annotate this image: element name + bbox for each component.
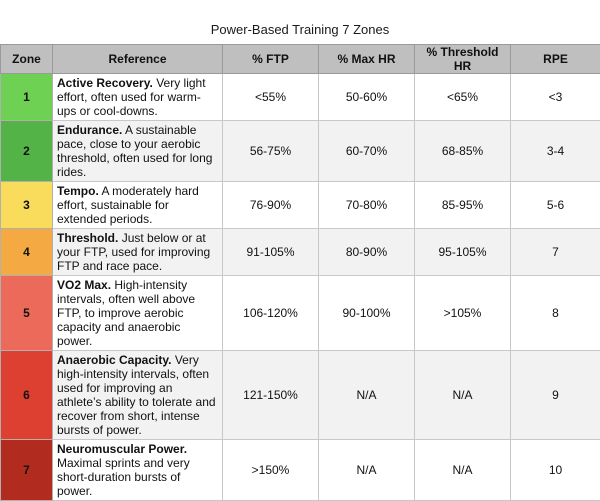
zone-number: 4 [1, 229, 53, 276]
table-body [1, 74, 600, 501]
column-header-rpe: RPE [511, 45, 600, 74]
column-header-threshold-hr: % Threshold HR [415, 45, 511, 74]
max-hr-value: 60-70% [319, 121, 415, 182]
zone-reference [53, 440, 223, 501]
max-hr-value: 50-60% [319, 74, 415, 121]
threshold-hr-value: <65% [415, 74, 511, 121]
ftp-value: 121-150% [223, 351, 319, 440]
rpe-value: 9 [511, 351, 600, 440]
threshold-hr-value: 68-85% [415, 121, 511, 182]
rpe-value: 8 [511, 276, 600, 351]
column-header-max-hr: % Max HR [319, 45, 415, 74]
zone-reference [53, 276, 223, 351]
threshold-hr-value: N/A [415, 440, 511, 501]
zones-table [0, 44, 600, 501]
table-row [1, 121, 600, 182]
zone-reference-title: Tempo. [57, 184, 99, 198]
max-hr-value: N/A [319, 440, 415, 501]
table-row [1, 229, 600, 276]
max-hr-value: 90-100% [319, 276, 415, 351]
zone-reference-description: Just below or at your FTP, used for improving FTP and race pace. [57, 231, 210, 273]
ftp-value: >150% [223, 440, 319, 501]
threshold-hr-value: N/A [415, 351, 511, 440]
column-header-reference: Reference [53, 45, 223, 74]
threshold-hr-value: 85-95% [415, 182, 511, 229]
zone-reference-description: Very high-intensity intervals, often used for improving an athlete’s ability to tolerate and recover from short, intense bursts of power. [57, 353, 216, 437]
zone-reference-description: High-intensity intervals, often well above FTP, to improve aerobic capacity and anaerobic power. [57, 278, 195, 348]
zone-reference-description: A sustainable pace, close to your aerobic threshold, often used for long rides. [57, 123, 212, 179]
ftp-value: 106-120% [223, 276, 319, 351]
ftp-value: 76-90% [223, 182, 319, 229]
threshold-hr-value: >105% [415, 276, 511, 351]
column-header-ftp: % FTP [223, 45, 319, 74]
zone-number: 7 [1, 440, 53, 501]
zone-reference [53, 182, 223, 229]
page-title: Power-Based Training 7 Zones [0, 22, 600, 37]
zone-reference-title: Neuromuscular Power. [57, 442, 187, 456]
zone-number: 5 [1, 276, 53, 351]
max-hr-value: 80-90% [319, 229, 415, 276]
ftp-value: 56-75% [223, 121, 319, 182]
zone-reference-description: Maximal sprints and very short-duration bursts of power. [57, 456, 190, 498]
zone-reference-title: Active Recovery. [57, 76, 153, 90]
zone-number: 3 [1, 182, 53, 229]
ftp-value: 91-105% [223, 229, 319, 276]
column-header-zone: Zone [1, 45, 53, 74]
zone-reference [53, 74, 223, 121]
table-header-row [1, 45, 600, 74]
table-row [1, 440, 600, 501]
ftp-value: <55% [223, 74, 319, 121]
zone-reference-title: Endurance. [57, 123, 122, 137]
zone-reference-description: Very light effort, often used for warm-ups or cool-downs. [57, 76, 206, 118]
zone-number: 6 [1, 351, 53, 440]
table-row [1, 74, 600, 121]
zone-reference-title: Threshold. [57, 231, 118, 245]
rpe-value: 7 [511, 229, 600, 276]
zone-reference [53, 351, 223, 440]
zone-reference-title: Anaerobic Capacity. [57, 353, 171, 367]
zone-number: 2 [1, 121, 53, 182]
rpe-value: 3-4 [511, 121, 600, 182]
zone-reference [53, 229, 223, 276]
max-hr-value: 70-80% [319, 182, 415, 229]
table-row [1, 351, 600, 440]
table-row [1, 276, 600, 351]
zone-number: 1 [1, 74, 53, 121]
rpe-value: 5-6 [511, 182, 600, 229]
rpe-value: <3 [511, 74, 600, 121]
threshold-hr-value: 95-105% [415, 229, 511, 276]
max-hr-value: N/A [319, 351, 415, 440]
zone-reference-description: A moderately hard effort, sustainable for extended periods. [57, 184, 199, 226]
zone-reference-title: VO2 Max. [57, 278, 111, 292]
rpe-value: 10 [511, 440, 600, 501]
table-row [1, 182, 600, 229]
zone-reference [53, 121, 223, 182]
